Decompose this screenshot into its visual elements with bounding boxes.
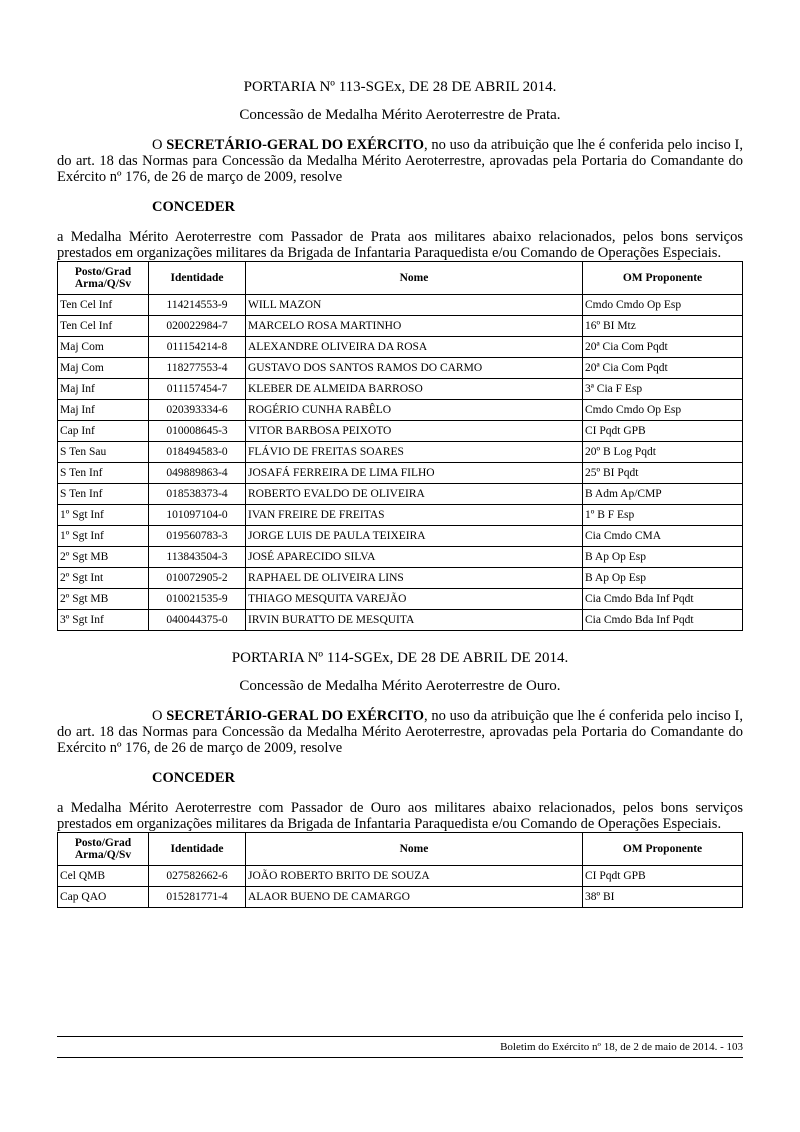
cell-posto: Maj Inf: [58, 379, 149, 400]
cell-nome: ROBERTO EVALDO DE OLIVEIRA: [246, 484, 583, 505]
cell-nome: IVAN FREIRE DE FREITAS: [246, 505, 583, 526]
cell-identidade: 010072905-2: [149, 568, 246, 589]
table-row: [58, 484, 743, 505]
cell-posto: Maj Inf: [58, 400, 149, 421]
cell-posto: 2º Sgt MB: [58, 589, 149, 610]
cell-nome: GUSTAVO DOS SANTOS RAMOS DO CARMO: [246, 358, 583, 379]
cell-identidade: 114214553-9: [149, 295, 246, 316]
cell-identidade: 010021535-9: [149, 589, 246, 610]
table-header-row: [58, 833, 743, 866]
cell-om: Cmdo Cmdo Op Esp: [583, 295, 743, 316]
portaria-114-conceder: CONCEDER: [152, 770, 235, 786]
cell-identidade: 019560783-3: [149, 526, 246, 547]
cell-om: 16º BI Mtz: [583, 316, 743, 337]
table-row: [58, 358, 743, 379]
table-row: [58, 400, 743, 421]
table-row: [58, 547, 743, 568]
cell-nome: KLEBER DE ALMEIDA BARROSO: [246, 379, 583, 400]
cell-posto: S Ten Inf: [58, 463, 149, 484]
cell-posto: 2º Sgt MB: [58, 547, 149, 568]
portaria-113-lead: [57, 137, 743, 185]
table-row: [58, 568, 743, 589]
header-posto: Posto/Grad Arma/Q/Sv: [58, 833, 149, 866]
table-row: [58, 610, 743, 631]
cell-om: CI Pqdt GPB: [583, 421, 743, 442]
header-posto: Posto/Grad Arma/Q/Sv: [58, 262, 149, 295]
cell-posto: Maj Com: [58, 358, 149, 379]
cell-identidade: 011154214-8: [149, 337, 246, 358]
cell-nome: ROGÉRIO CUNHA RABÊLO: [246, 400, 583, 421]
page-footer: Boletim do Exército nº 18, de 2 de maio de 2014. - 103: [500, 1041, 743, 1053]
cell-nome: JOSAFÁ FERREIRA DE LIMA FILHO: [246, 463, 583, 484]
cell-om: Cia Cmdo CMA: [583, 526, 743, 547]
cell-om: 3ª Cia F Esp: [583, 379, 743, 400]
cell-om: 25º BI Pqdt: [583, 463, 743, 484]
cell-om: CI Pqdt GPB: [583, 866, 743, 887]
lead-rest: , no uso da atribuição que lhe é conferida pelo inciso I, do art. 18 das Normas para Concessão da Medalha Mérito Aeroterrestre, aprovadas pela Portaria do Comandante do Exército nº 176, de 26 de março de 2009, resolve: [57, 708, 743, 756]
cell-identidade: 020022984-7: [149, 316, 246, 337]
portaria-113-table: [57, 261, 743, 631]
cell-posto: Ten Cel Inf: [58, 295, 149, 316]
header-identidade: Identidade: [149, 833, 246, 866]
cell-om: Cmdo Cmdo Op Esp: [583, 400, 743, 421]
cell-identidade: 113843504-3: [149, 547, 246, 568]
cell-posto: 3º Sgt Inf: [58, 610, 149, 631]
table-row: [58, 526, 743, 547]
footer-rule-top: [57, 1036, 743, 1037]
lead-rest: , no uso da atribuição que lhe é conferida pelo inciso I, do art. 18 das Normas para Concessão da Medalha Mérito Aeroterrestre, aprovadas pela Portaria do Comandante do Exército nº 176, de 26 de março de 2009, resolve: [57, 137, 743, 185]
cell-om: B Ap Op Esp: [583, 568, 743, 589]
cell-identidade: 018494583-0: [149, 442, 246, 463]
cell-nome: JOSÉ APARECIDO SILVA: [246, 547, 583, 568]
cell-posto: 2º Sgt Int: [58, 568, 149, 589]
cell-identidade: 040044375-0: [149, 610, 246, 631]
header-om: OM Proponente: [583, 833, 743, 866]
cell-om: Cia Cmdo Bda Inf Pqdt: [583, 589, 743, 610]
table-row: [58, 463, 743, 484]
portaria-114-intro: a Medalha Mérito Aeroterrestre com Passador de Ouro aos militares abaixo relacionados, pelos bons serviços prestados em organizações militares da Brigada de Infantaria Paraquedista e/ou Comando de Operações Especiais.: [57, 800, 743, 832]
cell-om: 1º B F Esp: [583, 505, 743, 526]
cell-identidade: 027582662-6: [149, 866, 246, 887]
table-row: [58, 589, 743, 610]
cell-om: 38º BI: [583, 887, 743, 908]
table-row: [58, 295, 743, 316]
table-row: [58, 316, 743, 337]
cell-identidade: 015281771-4: [149, 887, 246, 908]
cell-om: 20º B Log Pqdt: [583, 442, 743, 463]
cell-om: 20ª Cia Com Pqdt: [583, 337, 743, 358]
header-nome: Nome: [246, 833, 583, 866]
portaria-114-title: PORTARIA Nº 114-SGEx, DE 28 DE ABRIL DE 2014.: [231, 650, 569, 666]
table-row: [58, 505, 743, 526]
document-page: [57, 78, 743, 908]
header-om: OM Proponente: [583, 262, 743, 295]
portaria-113-conceder: CONCEDER: [152, 199, 235, 215]
portaria-113-intro: a Medalha Mérito Aeroterrestre com Passador de Prata aos militares abaixo relacionados, pelos bons serviços prestados em organizações militares da Brigada de Infantaria Paraquedista e/ou Comando de Operações Especiais.: [57, 229, 743, 261]
cell-identidade: 101097104-0: [149, 505, 246, 526]
portaria-114-subtitle: Concessão de Medalha Mérito Aeroterrestre de Ouro.: [239, 678, 561, 694]
footer-rule-bottom: [57, 1057, 743, 1058]
table-row: [58, 887, 743, 908]
table-row: [58, 337, 743, 358]
cell-posto: Maj Com: [58, 337, 149, 358]
cell-nome: RAPHAEL DE OLIVEIRA LINS: [246, 568, 583, 589]
cell-identidade: 010008645-3: [149, 421, 246, 442]
cell-posto: S Ten Sau: [58, 442, 149, 463]
cell-om: 20ª Cia Com Pqdt: [583, 358, 743, 379]
cell-posto: S Ten Inf: [58, 484, 149, 505]
cell-identidade: 049889863-4: [149, 463, 246, 484]
cell-nome: JORGE LUIS DE PAULA TEIXEIRA: [246, 526, 583, 547]
cell-nome: THIAGO MESQUITA VAREJÃO: [246, 589, 583, 610]
lead-bold: SECRETÁRIO-GERAL DO EXÉRCITO: [166, 137, 425, 153]
cell-posto: 1º Sgt Inf: [58, 526, 149, 547]
cell-om: B Ap Op Esp: [583, 547, 743, 568]
cell-identidade: 018538373-4: [149, 484, 246, 505]
cell-identidade: 011157454-7: [149, 379, 246, 400]
cell-identidade: 020393334-6: [149, 400, 246, 421]
portaria-113-subtitle: Concessão de Medalha Mérito Aeroterrestre de Prata.: [239, 107, 561, 123]
header-identidade: Identidade: [149, 262, 246, 295]
cell-nome: JOÃO ROBERTO BRITO DE SOUZA: [246, 866, 583, 887]
cell-identidade: 118277553-4: [149, 358, 246, 379]
cell-om: B Adm Ap/CMP: [583, 484, 743, 505]
table-row: [58, 379, 743, 400]
portaria-114-table: [57, 832, 743, 908]
portaria-113-title: PORTARIA Nº 113-SGEx, DE 28 DE ABRIL 2014.: [243, 79, 557, 95]
lead-prefix: O: [152, 137, 167, 153]
lead-bold: SECRETÁRIO-GERAL DO EXÉRCITO: [166, 708, 425, 724]
table-row: [58, 866, 743, 887]
lead-prefix: O: [152, 708, 167, 724]
table-header-row: [58, 262, 743, 295]
cell-nome: WILL MAZON: [246, 295, 583, 316]
cell-nome: FLÁVIO DE FREITAS SOARES: [246, 442, 583, 463]
cell-nome: ALEXANDRE OLIVEIRA DA ROSA: [246, 337, 583, 358]
cell-nome: IRVIN BURATTO DE MESQUITA: [246, 610, 583, 631]
cell-posto: Cap Inf: [58, 421, 149, 442]
table-row: [58, 421, 743, 442]
table-row: [58, 442, 743, 463]
cell-om: Cia Cmdo Bda Inf Pqdt: [583, 610, 743, 631]
cell-posto: Cel QMB: [58, 866, 149, 887]
header-nome: Nome: [246, 262, 583, 295]
cell-posto: Ten Cel Inf: [58, 316, 149, 337]
cell-nome: MARCELO ROSA MARTINHO: [246, 316, 583, 337]
cell-nome: VITOR BARBOSA PEIXOTO: [246, 421, 583, 442]
cell-posto: 1º Sgt Inf: [58, 505, 149, 526]
cell-posto: Cap QAO: [58, 887, 149, 908]
portaria-114-lead: [57, 708, 743, 756]
cell-nome: ALAOR BUENO DE CAMARGO: [246, 887, 583, 908]
